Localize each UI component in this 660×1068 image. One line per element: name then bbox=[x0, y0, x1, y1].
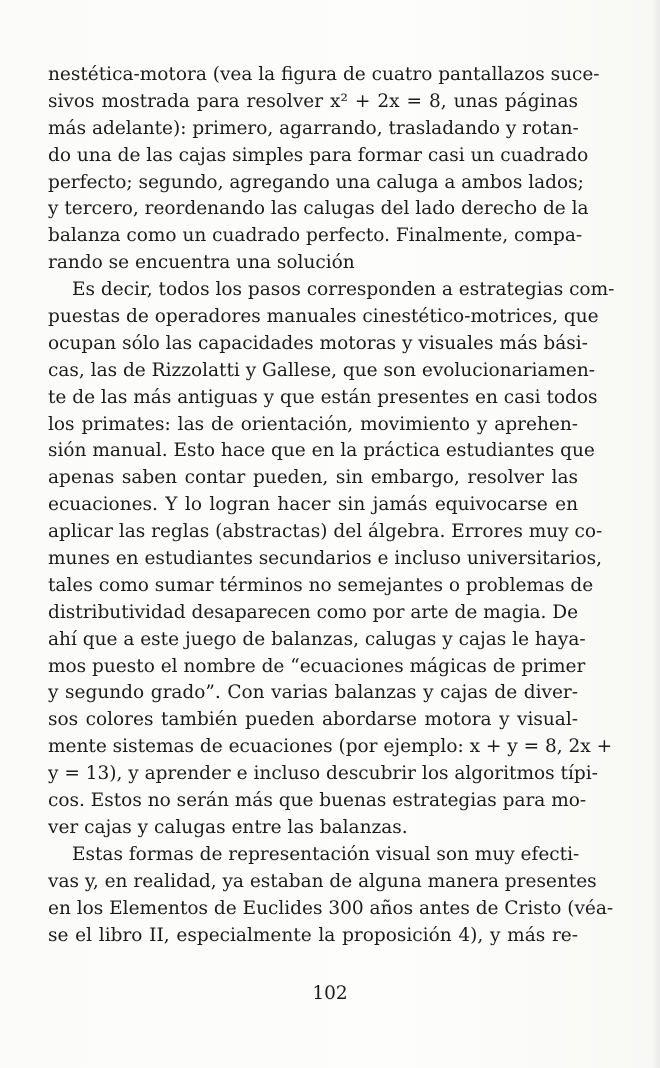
text-line: cos. Estos no serán más que buenas estrategias para mo- bbox=[48, 790, 587, 812]
text-line: se el libro II, especialmente la proposición 4), y más re- bbox=[48, 924, 578, 946]
text-line: en los Elementos de Euclides 300 años antes de Cristo (véa- bbox=[48, 897, 614, 919]
text-line: los primates: las de orientación, movimiento y aprehen- bbox=[48, 413, 578, 435]
text-line: ecuaciones. Y lo logran hacer sin jamás equivocarse en bbox=[48, 494, 578, 516]
page-edge-shadow bbox=[652, 0, 660, 1068]
text-line: munes en estudiantes secundarios e incluso universitarios, bbox=[48, 548, 602, 570]
text-line: y tercero, reordenando las calugas del lado derecho de la bbox=[48, 198, 589, 220]
text-line: ahí que a este juego de balanzas, calugas y cajas le haya- bbox=[48, 628, 586, 650]
text-line: te de las más antiguas y que están presentes en casi todos bbox=[48, 386, 598, 408]
body-text bbox=[48, 62, 615, 949]
text-line: rando se encuentra una solución bbox=[48, 252, 355, 274]
text-line: vas y, en realidad, ya estaban de alguna manera presentes bbox=[48, 870, 597, 892]
text-line: perfecto; segundo, agregando una caluga a ambos lados; bbox=[48, 171, 584, 193]
text-line: balanza como un cuadrado perfecto. Finalmente, compa- bbox=[48, 225, 583, 247]
page-number: 102 bbox=[312, 983, 348, 1004]
text-line: aplicar las reglas (abstractas) del álgebra. Errores muy co- bbox=[48, 521, 603, 543]
text-line: cas, las de Rizzolatti y Gallese, que son evolucionariamen- bbox=[48, 359, 596, 381]
text-line: ver cajas y calugas entre las balanzas. bbox=[48, 816, 408, 838]
text-line: apenas saben contar pueden, sin embargo, resolver las bbox=[48, 467, 578, 489]
text-line: y = 13), y aprender e incluso descubrir los algoritmos típi- bbox=[48, 763, 598, 785]
text-line: tales como sumar términos no semejantes o problemas de bbox=[48, 574, 594, 596]
text-line: y segundo grado”. Con varias balanzas y cajas de diver- bbox=[48, 682, 578, 704]
text-line: mos puesto el nombre de “ecuaciones mágicas de primer bbox=[48, 655, 586, 677]
text-line: distributividad desaparecen como por arte de magia. De bbox=[48, 601, 579, 623]
text-line: puestas de operadores manuales cinestético-motrices, que bbox=[48, 306, 599, 328]
text-line: más adelante): primero, agarrando, trasladando y rotan- bbox=[48, 117, 579, 139]
text-line: mente sistemas de ecuaciones (por ejemplo: x + y = 8, 2x + bbox=[48, 736, 613, 758]
text-line: sión manual. Esto hace que en la práctica estudiantes que bbox=[48, 440, 595, 462]
text-line: nestética-motora (vea la figura de cuatro pantallazos suce- bbox=[48, 64, 600, 85]
text-line: sivos mostrada para resolver x² + 2x = 8, unas páginas bbox=[48, 90, 578, 112]
text-line: ocupan sólo las capacidades motoras y visuales más bási- bbox=[48, 332, 588, 354]
text-line: Estas formas de representación visual son muy efecti- bbox=[72, 843, 580, 865]
text-line: Es decir, todos los pasos corresponden a estrategias com- bbox=[72, 279, 615, 301]
text-line: do una de las cajas simples para formar casi un cuadrado bbox=[48, 144, 589, 166]
text-line: sos colores también pueden abordarse motora y visual- bbox=[48, 709, 578, 731]
